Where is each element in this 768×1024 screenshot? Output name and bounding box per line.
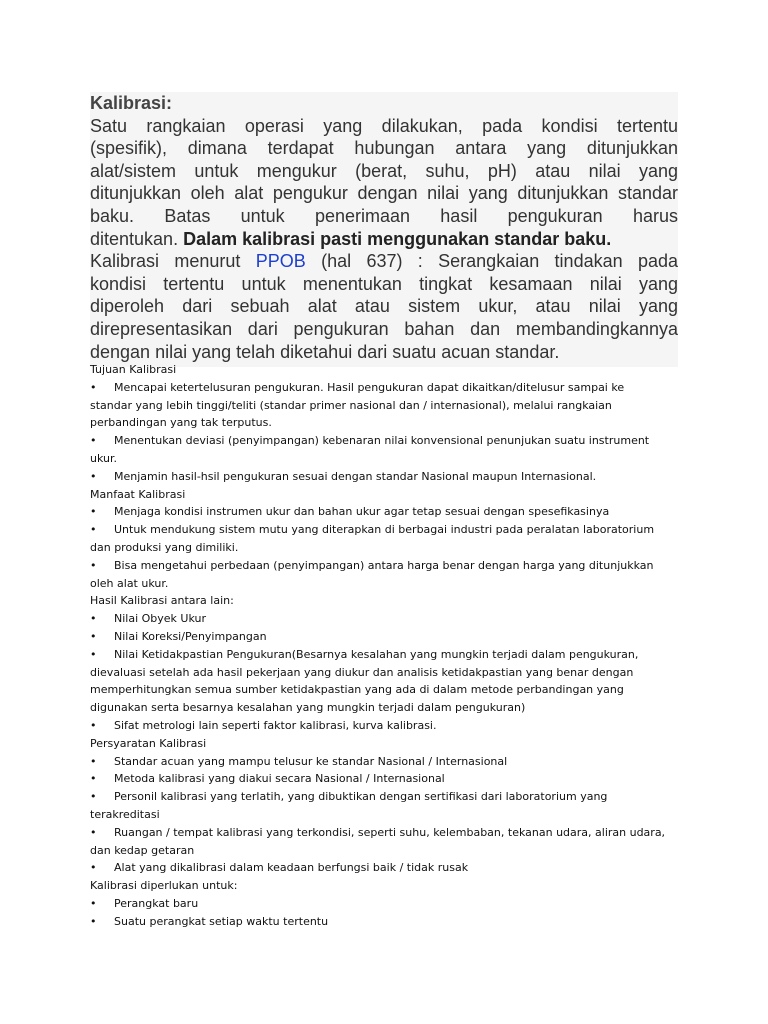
intro-line: Satu rangkaian operasi yang dilakukan, pada kondisi tertentu (90, 115, 678, 136)
section-heading: Manfaat Kalibrasi (90, 487, 186, 501)
bullet-item-continuation (90, 397, 668, 415)
document-body (90, 361, 668, 931)
bullet-icon: • (90, 896, 97, 910)
intro-box (90, 92, 678, 367)
intro-line7-a: Kalibrasi menurut (90, 251, 256, 272)
bullet-text: Menjaga kondisi instrumen ukur dan bahan ukur agar tetap sesuai dengan spesefikasinya (114, 505, 610, 519)
intro-line: (spesifik), dimana terdapat hubungan antara yang ditunjukkan (90, 138, 678, 159)
bullet-item-continuation (90, 664, 668, 682)
bullet-icon: • (90, 612, 97, 626)
bullet-item-continuation (90, 681, 668, 699)
bullet-icon: • (90, 825, 97, 839)
bullet-text: memperhitungkan semua sumber ketidakpastian yang ada di dalam metode perbandingan yang (90, 683, 624, 697)
bullet-icon: • (90, 647, 97, 661)
bullet-item (90, 753, 668, 771)
bullet-text: Metoda kalibrasi yang diakui secara Nasional / Internasional (114, 772, 445, 786)
bullet-text: Nilai Koreksi/Penyimpangan (114, 629, 267, 643)
bullet-icon: • (90, 469, 97, 483)
intro-line6-plain: ditentukan. (90, 228, 184, 249)
bullet-icon: • (90, 861, 97, 875)
bullet-icon: • (90, 772, 97, 786)
section-heading: Kalibrasi diperlukan untuk: (90, 879, 238, 893)
intro-line-conclusion (90, 228, 678, 251)
bullet-text: Standar acuan yang mampu telusur ke standar Nasional / Internasional (114, 754, 508, 768)
bullet-icon: • (90, 914, 97, 928)
bullet-icon: • (90, 629, 97, 643)
bullet-item-continuation (90, 806, 668, 824)
intro-line7-b: (hal 637) : Serangkaian tindakan pada (305, 251, 678, 272)
intro-line: diperoleh dari sebuah alat atau sistem ukur, atau nilai yang (90, 296, 678, 317)
bullet-text: Untuk mendukung sistem mutu yang diterapkan di berbagai industri pada peralatan laboratorium (114, 523, 655, 537)
intro-last-line: dengan nilai yang telah diketahui dari suatu acuan standar. (90, 341, 560, 362)
bullet-item (90, 770, 668, 788)
bullet-item (90, 503, 668, 521)
bullet-text: Ruangan / tempat kalibrasi yang terkondisi, seperti suhu, kelembaban, tekanan udara, aliran udara, (114, 825, 666, 839)
bullet-item (90, 824, 668, 842)
bullet-icon: • (90, 754, 97, 768)
bullet-item (90, 628, 668, 646)
ppob-link[interactable]: PPOB (255, 251, 306, 272)
bullet-item-continuation (90, 699, 668, 717)
bullet-item (90, 521, 668, 539)
bullet-icon: • (90, 434, 97, 448)
intro-line: alat/sistem untuk mengukur (berat, suhu, pH) atau nilai yang (90, 160, 678, 181)
bullet-text: Alat yang dikalibrasi dalam keadaan berfungsi baik / tidak rusak (114, 861, 469, 875)
bullet-text: Bisa mengetahui perbedaan (penyimpangan) antara harga benar dengan harga yang ditunjukkan (114, 558, 654, 572)
bullet-icon: • (90, 718, 97, 732)
bullet-text: standar yang lebih tinggi/teliti (standar primer nasional dan / internasional), melalui rangkaian (90, 398, 612, 412)
section-heading: Hasil Kalibrasi antara lain: (90, 594, 234, 608)
intro-line-ppob (90, 250, 678, 273)
bullet-item (90, 717, 668, 735)
intro-line: kondisi tertentu untuk menentukan tingkat kesamaan nilai yang (90, 273, 678, 294)
bullet-text: Nilai Ketidakpastian Pengukuran(Besarnya kesalahan yang mungkin terjadi dalam pengukuran, (114, 647, 639, 661)
bullet-item (90, 432, 668, 450)
intro-line: baku. Batas untuk penerimaan hasil pengukuran harus (90, 205, 678, 226)
intro-title: Kalibrasi: (90, 93, 173, 113)
bullet-icon: • (90, 558, 97, 572)
bullet-item-continuation (90, 575, 668, 593)
bullet-item-continuation (90, 450, 668, 468)
bullet-icon: • (90, 523, 97, 537)
intro-line: ditunjukkan oleh alat pengukur dengan nilai yang ditunjukkan standar (90, 183, 678, 204)
bullet-item (90, 859, 668, 877)
bullet-icon: • (90, 790, 97, 804)
bullet-text: digunakan serta besarnya kesalahan yang mungkin terjadi dalam pengukuran) (90, 701, 526, 715)
bullet-item (90, 913, 668, 931)
bullet-item (90, 557, 668, 575)
bullet-icon: • (90, 380, 97, 394)
bullet-text: Sifat metrologi lain seperti faktor kalibrasi, kurva kalibrasi. (114, 718, 437, 732)
bullet-icon: • (90, 505, 97, 519)
bullet-text: Nilai Obyek Ukur (114, 612, 206, 626)
bullet-item-continuation (90, 539, 668, 557)
bullet-text: Menjamin hasil-hsil pengukuran sesuai dengan standar Nasional maupun Internasional. (114, 469, 597, 483)
bullet-text: terakreditasi (90, 807, 160, 821)
bullet-item (90, 895, 668, 913)
bullet-text: Perangkat baru (114, 896, 199, 910)
section-heading: Tujuan Kalibrasi (90, 363, 177, 376)
bullet-text: dan produksi yang dimiliki. (90, 540, 239, 554)
bullet-item (90, 788, 668, 806)
bullet-item-continuation (90, 414, 668, 432)
intro-bold-statement: Dalam kalibrasi pasti menggunakan standar baku. (183, 228, 612, 249)
bullet-text: oleh alat ukur. (90, 576, 169, 590)
bullet-item (90, 610, 668, 628)
bullet-item-continuation (90, 842, 668, 860)
bullet-text: Mencapai ketertelusuran pengukuran. Hasil pengukuran dapat dikaitkan/ditelusur sampai ke (114, 380, 625, 394)
bullet-text: perbandingan yang tak terputus. (90, 416, 272, 430)
bullet-item (90, 468, 668, 486)
bullet-text: Suatu perangkat setiap waktu tertentu (114, 914, 329, 928)
bullet-text: dan kedap getaran (90, 843, 195, 857)
bullet-item (90, 646, 668, 664)
intro-line: direpresentasikan dari pengukuran bahan dan membandingkannya (90, 318, 678, 339)
bullet-text: Menentukan deviasi (penyimpangan) kebenaran nilai konvensional penunjukan suatu instrument (114, 434, 650, 448)
bullet-text: Personil kalibrasi yang terlatih, yang dibuktikan dengan sertifikasi dari laboratorium yang (114, 790, 608, 804)
bullet-text: dievaluasi setelah ada hasil pekerjaan yang diukur dan analisis ketidakpastian yang benar dengan (90, 665, 634, 679)
section-heading: Persyaratan Kalibrasi (90, 736, 207, 750)
bullet-text: ukur. (90, 451, 117, 465)
bullet-item (90, 379, 668, 397)
